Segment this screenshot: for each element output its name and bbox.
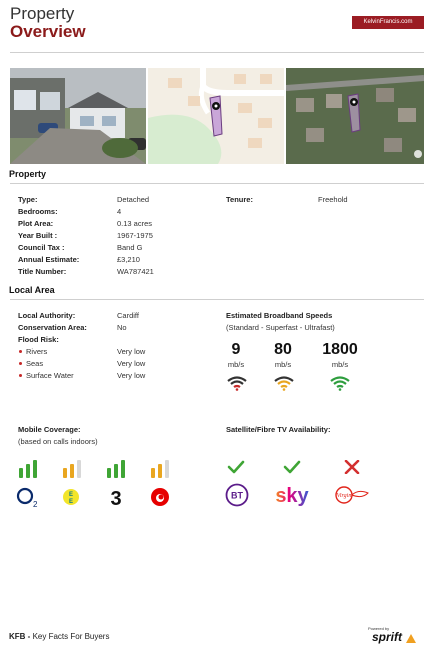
sky-logo-icon — [272, 482, 312, 508]
svg-text:3: 3 — [110, 488, 122, 508]
divider — [10, 299, 424, 300]
sprift-logo[interactable] — [372, 630, 417, 644]
wifi-standard-icon — [226, 375, 248, 391]
broadband-title: Estimated Broadband Speeds — [226, 311, 333, 320]
year-built-label: Year Built : — [18, 231, 58, 240]
wifi-superfast-icon — [273, 375, 295, 391]
flood-surface-water-value: Very low — [117, 371, 146, 380]
sprift-triangle-icon — [405, 632, 417, 644]
section-heading-property: Property — [9, 169, 47, 179]
plot-area-value: 0.13 acres — [117, 219, 153, 228]
svg-text:2: 2 — [33, 500, 38, 508]
footer-text — [9, 632, 109, 641]
bt-logo-icon — [225, 483, 249, 507]
mobile-coverage-title: Mobile Coverage: — [18, 425, 81, 434]
standard-speed-value: 9 — [231, 341, 241, 358]
bullet-icon — [19, 362, 22, 365]
footer-tagline: Key Facts For Buyers — [32, 632, 110, 641]
divider — [10, 183, 424, 184]
signal-bars-icon — [62, 460, 82, 478]
conservation-area-label: Conservation Area: — [18, 323, 87, 332]
title-number-value: WA787421 — [117, 267, 154, 276]
ee-logo-icon — [62, 486, 80, 508]
page-title-line2: Overview — [10, 22, 86, 41]
sprift-logo-text: sprift — [372, 630, 402, 644]
street-view-image — [10, 68, 146, 164]
local-authority-value: Cardiff — [117, 311, 139, 320]
flood-rivers-value: Very low — [117, 347, 146, 356]
broadband-subtitle: (Standard - Superfast - Ultrafast) — [226, 323, 335, 332]
signal-bars-icon — [150, 460, 170, 478]
annual-estimate-value: £3,210 — [117, 255, 140, 264]
satellite-image — [286, 68, 424, 164]
map-image — [148, 68, 284, 164]
cross-icon — [344, 460, 360, 474]
type-value: Detached — [117, 195, 150, 204]
bullet-icon — [19, 350, 22, 353]
wifi-ultrafast-icon — [329, 375, 351, 391]
page-title-line1: Property — [10, 4, 75, 23]
virgin-logo-icon — [334, 483, 370, 507]
local-authority-label: Local Authority: — [18, 311, 76, 320]
tenure-value: Freehold — [318, 195, 348, 204]
flood-risk-label: Flood Risk: — [18, 335, 59, 344]
council-tax-label: Council Tax : — [18, 243, 65, 252]
conservation-area-value: No — [117, 323, 127, 332]
flood-seas-value: Very low — [117, 359, 146, 368]
checkmark-icon — [283, 460, 301, 474]
superfast-speed-value: 80 — [274, 341, 292, 358]
bedrooms-value: 4 — [117, 207, 122, 216]
divider — [10, 52, 424, 53]
title-number-label: Title Number: — [18, 267, 67, 276]
section-heading-local-area: Local Area — [9, 285, 55, 295]
brand-logo[interactable]: KelvinFrancis.com — [352, 16, 424, 29]
year-built-value: 1967-1975 — [117, 231, 153, 240]
signal-bars-icon — [106, 460, 126, 478]
flood-surface-water-label: Surface Water — [26, 371, 74, 380]
svg-text:BT: BT — [231, 490, 243, 501]
tenure-label: Tenure: — [226, 195, 253, 204]
standard-speed-unit: mb/s — [227, 360, 245, 369]
flood-seas-label: Seas — [26, 359, 44, 368]
council-tax-value: Band G — [117, 243, 143, 252]
svg-text:sky: sky — [275, 485, 309, 507]
bullet-icon — [19, 374, 22, 377]
bedrooms-label: Bedrooms: — [18, 207, 58, 216]
o2-logo-icon — [16, 486, 40, 508]
svg-text:Virgin: Virgin — [336, 493, 352, 499]
plot-area-label: Plot Area: — [18, 219, 54, 228]
type-label: Type: — [18, 195, 38, 204]
checkmark-icon — [227, 460, 245, 474]
ultrafast-speed-value: 1800 — [322, 341, 358, 358]
svg-text:E: E — [68, 499, 74, 505]
three-logo-icon — [106, 486, 126, 508]
annual-estimate-label: Annual Estimate: — [18, 255, 80, 264]
powered-by-label: Powered by — [368, 626, 390, 631]
svg-text:E: E — [68, 492, 74, 498]
vodafone-logo-icon — [150, 486, 170, 508]
superfast-speed-unit: mb/s — [274, 360, 292, 369]
ultrafast-speed-unit: mb/s — [331, 360, 349, 369]
footer-kfb: KFB - — [9, 632, 31, 641]
flood-rivers-label: Rivers — [26, 347, 48, 356]
tv-availability-title: Satellite/Fibre TV Availability: — [226, 425, 331, 434]
mobile-coverage-subtitle: (based on calls indoors) — [18, 437, 98, 446]
signal-bars-icon — [18, 460, 38, 478]
